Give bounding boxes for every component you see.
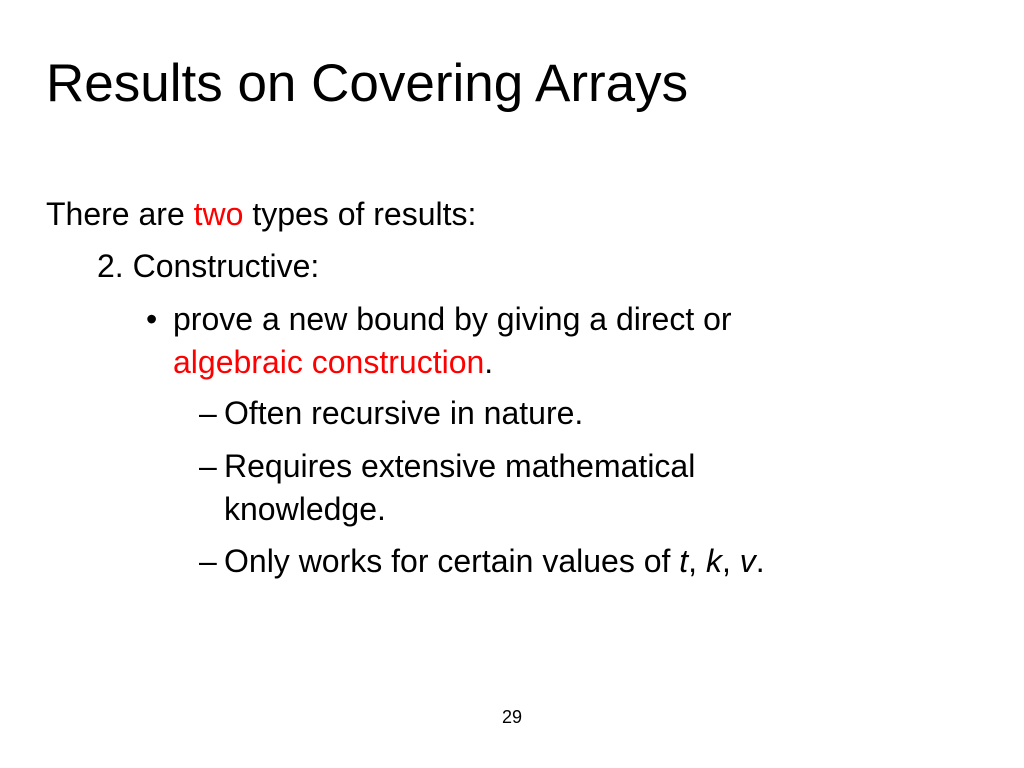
page-number: 29 [501,707,523,727]
variable-k: k [705,543,722,579]
intro-text-after: types of results: [243,196,477,232]
dash-marker: – [199,543,217,579]
intro-line [46,195,476,233]
dash-marker: – [199,448,217,484]
numbered-item: 2. Constructive: [97,248,320,284]
bullet-end: . [484,344,494,380]
bullet-highlight: algebraic construction [173,344,485,380]
subitem-1 [199,394,583,432]
separator-comma: , [688,543,706,579]
bullet-marker: • [146,301,158,337]
variable-v: v [739,543,756,579]
bullet-text-1: prove a new bound by giving a direct or [173,301,732,337]
slide-title: Results on Covering Arrays [46,54,689,113]
intro-text-before: There are [46,196,194,232]
subitem-3-period: . [755,543,765,579]
subitem-2-line-1 [199,447,695,485]
bullet-line-1 [146,300,732,338]
subitem-2-line-2: knowledge. [224,491,386,527]
subitem-3 [199,542,765,580]
bullet-line-2 [173,343,493,381]
intro-highlight: two [193,196,244,232]
dash-marker: – [199,395,217,431]
subitem-1-text: Often recursive in nature. [224,395,584,431]
separator-comma: , [721,543,740,579]
variable-t: t [679,543,689,579]
subitem-2-text-1: Requires extensive mathematical [224,448,696,484]
subitem-3-prefix: Only works for certain values of [224,543,680,579]
